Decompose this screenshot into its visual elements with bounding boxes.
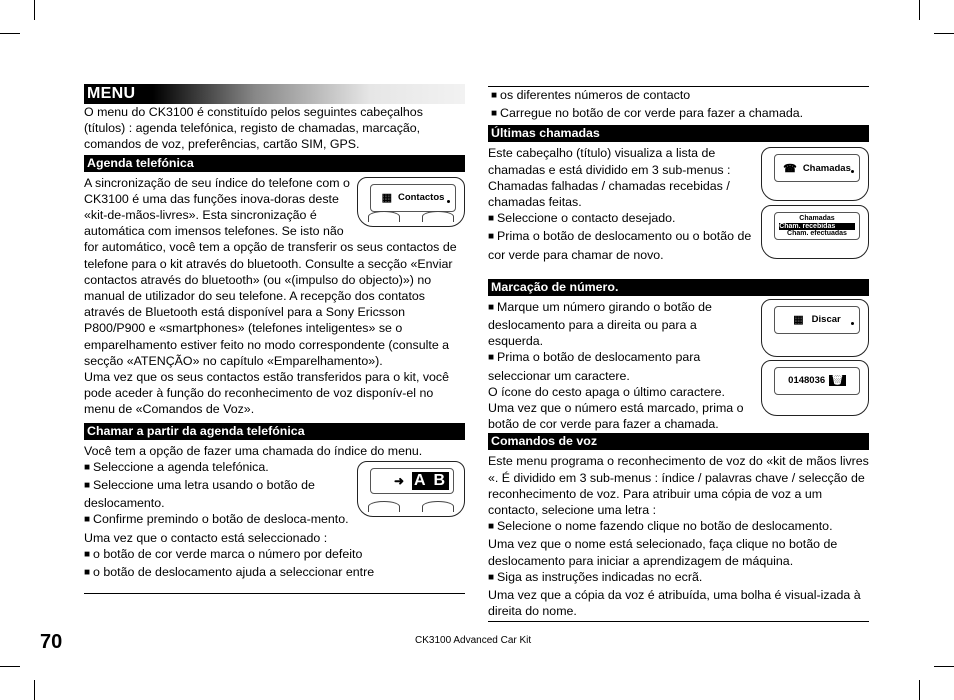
agenda-paragraph-2: Uma vez que os seus contactos estão transferidos para o kit, você pode aceder à função do reconhecimento de voz disponív-el no menu de «Comandos de Voz».: [84, 370, 450, 417]
section-heading-marcacao: Marcação de número.: [488, 279, 869, 296]
chamar-bullet-4: ■ o botão de cor verde marca o número por defeito: [84, 546, 465, 564]
comandos-paragraph-2: Uma vez que o nome está selecionado, faça clique no botão de deslocamento para iniciar a aprendizagem de máquina.: [488, 537, 838, 568]
phone-display: [357, 461, 465, 517]
marcacao-paragraph-1: O ícone do cesto apaga o último caractere.: [488, 384, 725, 399]
phonebook-icon: ▦: [381, 192, 392, 205]
phone-screen-contactos: [357, 177, 465, 227]
button-left-icon: [368, 501, 400, 512]
comandos-paragraph-1: Este menu programa o reconhecimento de voz do «kit de mãos livres «. É dividido em 3 sub-menus : índice / palavras chave / selecção de reconhecimento de voz. Para atribuir uma cópia de voz a um contacto, selecione uma letra :: [488, 454, 869, 518]
left-column: [84, 84, 465, 594]
crop-mark: [934, 33, 954, 34]
ultimas-bullet-2: ■ Prima o botão de deslocamento ou o botão de cor verde para chamar de novo.: [488, 228, 869, 262]
indicator-dot: [447, 200, 450, 203]
ultimas-paragraph: Este cabeçalho (título) visualiza a lista de chamadas e está dividido em 3 sub-menus : Chamadas falhadas / chamadas recebidas / chamadas feitas.: [488, 146, 731, 210]
calls-icon: ☎: [783, 162, 797, 175]
submenu-title: Chamadas: [799, 215, 835, 223]
marcacao-bullet-1: ■ Marque um número girando o botão de deslocamento para a direita ou para a esquerda.: [488, 299, 869, 350]
phone-display: [761, 360, 869, 416]
display-screen: [370, 184, 456, 212]
crop-mark: [34, 680, 35, 700]
menu-title: MENU: [87, 85, 136, 102]
button-right-icon: [422, 501, 454, 512]
comandos-paragraph-3: Uma vez que a cópia da voz é atribuída, uma bolha é visual-izada à direita do nome.: [488, 588, 861, 619]
phone-screens-discar: [761, 299, 869, 416]
chamar-bullet-1: ■ Seleccione a agenda telefónica.: [84, 459, 465, 477]
dial-icon: ▦: [793, 314, 804, 327]
crop-mark: [919, 0, 920, 20]
arrow-right-icon: ➜: [393, 473, 405, 488]
chamar-bullet-2: ■ Seleccione uma letra usando o botão de deslocamento.: [84, 477, 465, 511]
display-screen: [774, 154, 860, 182]
phone-screen-letters: [357, 461, 465, 517]
continued-bullet-2: ■ Carregue no botão de cor verde para fazer a chamada.: [488, 105, 869, 123]
indicator-dot: [851, 322, 854, 325]
chamar-intro: Você tem a opção de fazer uma chamada do índice do menu.: [84, 443, 423, 458]
display-screen: [370, 468, 454, 494]
continued-bullet-1: ■ os diferentes números de contacto: [488, 87, 869, 105]
dialed-number: 0148036: [788, 375, 826, 387]
menu-heading: [84, 84, 465, 104]
column-divider: [84, 593, 465, 594]
phone-display: [357, 177, 465, 227]
section-heading-chamar: Chamar a partir da agenda telefónica: [84, 423, 465, 440]
phone-display: [761, 147, 869, 201]
screen-label: Chamadas: [802, 162, 851, 174]
crop-mark: [0, 666, 20, 667]
agenda-paragraph-1: A sincronização de seu índice do telefone com o CK3100 é uma das funções inova-doras deste «kit-de-mãos-livres». Esta sincronização é automática com imensos telefones. Se isto não for automático, você tem a opção de transferir os seus contactos de telefone para o kit através do bluetooth. Consulte a secção «Enviar contactos através do bluetooth» (ou «(impulso do objecto)») no manual de utilizador do seu telefone. A recepção dos contatos através de Bluetooth está disponível para a Sony Ericsson P800/P900 e «smartphones» (telefones inteligentes» se o emparelhamento estiver feito no modo correspondente (consulte a secção «ATENÇÃO» no capítulo «Emparelhamento»).: [84, 175, 457, 368]
chamar-bullet-5: ■ o botão de deslocamento ajuda a seleccionar entre: [84, 564, 465, 582]
right-column: [488, 84, 869, 622]
comandos-bullet-1: ■ Selecione o nome fazendo clique no botão de deslocamento.: [488, 518, 869, 536]
button-left-icon: [368, 211, 400, 222]
screen-label: Discar: [811, 314, 841, 326]
display-screen: [774, 212, 860, 240]
column-divider: [488, 621, 869, 622]
crop-mark: [934, 666, 954, 667]
marcacao-paragraph-2: Uma vez que o número está marcado, prima o botão de cor verde para fazer a chamada.: [488, 401, 744, 432]
screen-label: Contactos: [397, 192, 445, 204]
comandos-bullet-2: ■ Siga as instruções indicadas no ecrã.: [488, 569, 869, 587]
phone-display: [761, 299, 869, 357]
crop-mark: [34, 0, 35, 20]
menu-intro: O menu do CK3100 é constituído pelos seguintes cabeçalhos (títulos) : agenda telefónica, registo de chamadas, marcação, comandos de voz, preferências, cartão SIM, GPS.: [84, 105, 423, 152]
chamar-after: Uma vez que o contacto está seleccionado :: [84, 530, 328, 545]
phone-screens-chamadas: [761, 147, 869, 259]
phone-display: [761, 205, 869, 259]
section-heading-ultimas: Últimas chamadas: [488, 125, 869, 142]
crop-mark: [0, 33, 20, 34]
letter-selector: A B: [414, 471, 447, 489]
crop-mark: [919, 680, 920, 700]
page-number: 70: [40, 631, 63, 653]
submenu-item: Cham. efectuadas: [787, 230, 847, 238]
ultimas-bullet-1: ■ Seleccione o contacto desejado.: [488, 210, 869, 228]
trash-icon: 🗑: [831, 375, 844, 387]
section-heading-comandos: Comandos de voz: [488, 433, 869, 450]
button-right-icon: [422, 211, 454, 222]
display-screen: [774, 306, 860, 334]
display-screen: [774, 367, 860, 395]
chamar-bullet-3: ■ Confirme premindo o botão de desloca-mento.: [84, 511, 465, 529]
section-heading-agenda: Agenda telefónica: [84, 155, 465, 172]
submenu-selected: Cham. recebidas: [779, 223, 855, 231]
marcacao-bullet-2: ■ Prima o botão de deslocamento para seleccionar um caractere.: [488, 349, 869, 383]
footer-title: CK3100 Advanced Car Kit: [415, 635, 532, 646]
